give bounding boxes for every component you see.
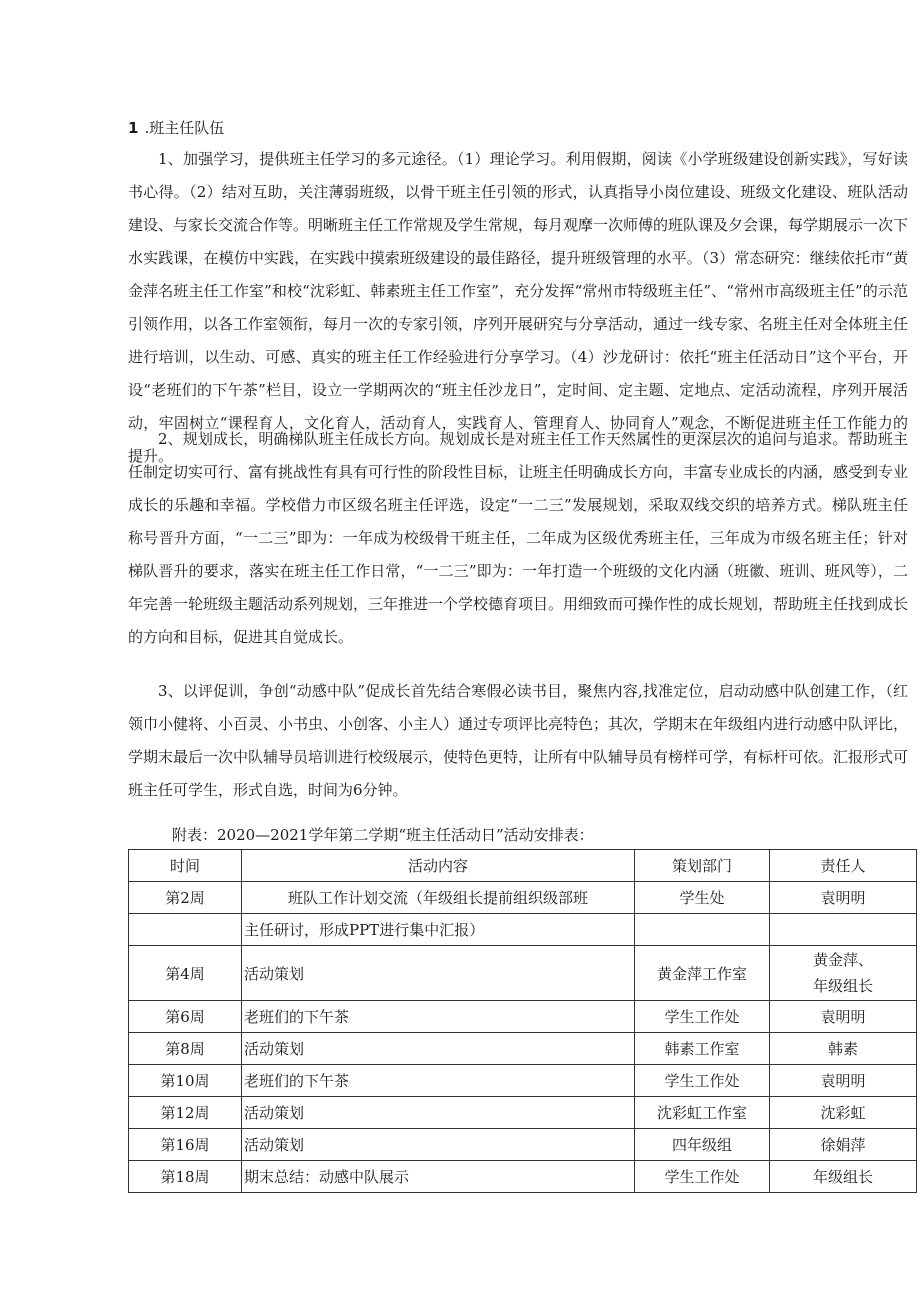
section-number: 1 <box>128 119 139 137</box>
cell-department: 学生工作处 <box>635 1161 770 1193</box>
cell-time: 第16周 <box>129 1129 242 1161</box>
cell-activity: 期末总结：动感中队展示 <box>242 1161 635 1193</box>
paragraph-learning: 1、加强学习，提供班主任学习的多元途径。（1）理论学习。利用假期，阅读《小学班级建设创新实践》，写好读书心得。（2）结对互助，关注薄弱班级，以骨干班主任引领的形式，认真指导小岗位建设、班级文化建设、班队活动建设、与家长交流合作等。明晰班主任工作常规及学生常规，每月观摩一次师傅的班队课及夕会课，每学期展示一次下水实践课，在模仿中实践，在实践中摸索班级建设的最佳路径，提升班级管理的水平。（3）常态研究：继续依托市“黄金萍名班主任工作室”和校“沈彩虹、韩素班主任工作室”，充分发挥“常州市特级班主任”、“常州市高级班主任”的示范引领作用，以各工作室领衔，每月一次的专家引领，序列开展研究与分享活动，通过一线专家、名班主任对全体班主任进行培训，以生动、可感、真实的班主任工作经验进行分享学习。（4）沙龙研讨：依托“班主任活动日”这个平台，开设“老班们的下午茶”栏目，设立一学期两次的“班主任沙龙日”，定时间、定主题、定地点、定活动流程，序列开展活动，牢固树立“课程育人，文化育人，活动育人，实践育人、管理育人、协同育人”观念，不断促进班主任工作能力的提升。 <box>128 150 909 465</box>
cell-activity: 活动策划 <box>242 1129 635 1161</box>
table-row <box>129 946 917 1001</box>
cell-time: 第12周 <box>129 1097 242 1129</box>
cell-activity: 班队工作计划交流（年级组长提前组织级部班 <box>242 882 635 914</box>
cell-activity: 活动策划 <box>242 946 635 1001</box>
table-row <box>129 914 917 946</box>
cell-department: 学生工作处 <box>635 1065 770 1097</box>
cell-time: 第2周 <box>129 882 242 914</box>
table-row <box>129 1129 917 1161</box>
cell-responsible: 年级组长 <box>770 1161 917 1193</box>
table-row <box>129 1001 917 1033</box>
cell-activity: 活动策划 <box>242 1033 635 1065</box>
cell-time: 第6周 <box>129 1001 242 1033</box>
cell-time: 第8周 <box>129 1033 242 1065</box>
cell-responsible <box>770 914 917 946</box>
paragraph-evaluation: 3、以评促训，争创“动感中队”促成长首先结合寒假必读书目，聚焦内容,找准定位，启动动感中队创建工作，（红领巾小健将、小百灵、小书虫、小创客、小主人）通过专项评比亮特色；其次，学期末在年级组内进行动感中队评比，学期末最后一次中队辅导员培训进行校级展示，使特色更特，让所有中队辅导员有榜样可学，有标杆可依。汇报形式可班主任可学生，形式自选，时间为6分钟。 <box>128 682 909 799</box>
cell-responsible: 沈彩虹 <box>770 1097 917 1129</box>
cell-responsible: 袁明明 <box>770 1001 917 1033</box>
cell-responsible: 袁明明 <box>770 882 917 914</box>
cell-activity: 老班们的下午茶 <box>242 1001 635 1033</box>
cell-department <box>635 914 770 946</box>
cell-time: 第18周 <box>129 1161 242 1193</box>
cell-department: 黄金萍工作室 <box>635 946 770 1001</box>
cell-time <box>129 914 242 946</box>
table-row <box>129 1097 917 1129</box>
cell-activity: 主任研讨，形成PPT进行集中汇报） <box>242 914 635 946</box>
cell-department: 学生工作处 <box>635 1001 770 1033</box>
table-header-row <box>129 850 917 882</box>
responsible-line: 黄金萍、 <box>812 951 873 969</box>
table-caption: 附表：2020—2021学年第二学期“班主任活动日”活动安排表： <box>172 826 594 844</box>
section-heading <box>128 117 224 139</box>
cell-department: 沈彩虹工作室 <box>635 1097 770 1129</box>
cell-time: 第10周 <box>129 1065 242 1097</box>
cell-activity: 活动策划 <box>242 1097 635 1129</box>
cell-department: 韩素工作室 <box>635 1033 770 1065</box>
cell-department: 四年级组 <box>635 1129 770 1161</box>
header-time: 时间 <box>129 850 242 882</box>
cell-department: 学生处 <box>635 882 770 914</box>
activity-schedule-table <box>128 849 917 1193</box>
cell-responsible: 韩素 <box>770 1033 917 1065</box>
cell-activity: 老班们的下午茶 <box>242 1065 635 1097</box>
cell-responsible: 徐娟萍 <box>770 1129 917 1161</box>
responsible-line: 年级组长 <box>812 977 873 995</box>
cell-responsible <box>770 946 917 1001</box>
table-row <box>129 1161 917 1193</box>
paragraph-growth-planning: 2、规划成长，明确梯队班主任成长方向。规划成长是对班主任工作天然属性的更深层次的追问与追求。帮助班主任制定切实可行、富有挑战性有具有可行性的阶段性目标，让班主任明确成长方向，丰富专业成长的内涵，感受到专业成长的乐趣和幸福。学校借力市区级名班主任评选，设定“一二三”发展规划，采取双线交织的培养方式。梯队班主任称号晋升方面，“一二三”即为：一年成为校级骨干班主任，二年成为区级优秀班主任，三年成为市级名班主任；针对梯队晋升的要求，落实在班主任工作日常，“一二三”即为：一年打造一个班级的文化内涵（班徽、班训、班风等），二年完善一轮班级主题活动系列规划，三年推进一个学校德育项目。用细致而可操作性的成长规划，帮助班主任找到成长的方向和目标，促进其自觉成长。 <box>128 430 909 646</box>
header-activity: 活动内容 <box>242 850 635 882</box>
table-row <box>129 882 917 914</box>
table-row <box>129 1065 917 1097</box>
header-department: 策划部门 <box>635 850 770 882</box>
cell-time: 第4周 <box>129 946 242 1001</box>
cell-responsible: 袁明明 <box>770 1065 917 1097</box>
header-responsible: 责任人 <box>770 850 917 882</box>
section-title: .班主任队伍 <box>144 119 225 137</box>
table-row <box>129 1033 917 1065</box>
